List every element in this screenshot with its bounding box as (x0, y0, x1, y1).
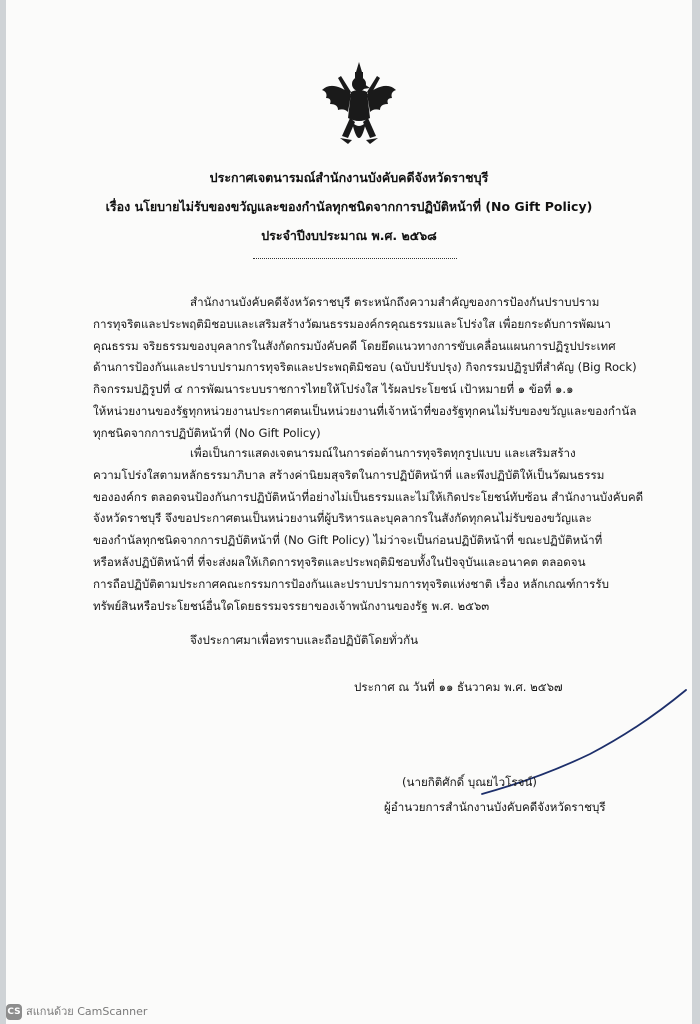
paragraph-1-line: ทุกชนิดจากการปฏิบัติหน้าที่ (No Gift Policy) (93, 425, 321, 440)
closing-statement: จึงประกาศมาเพื่อทราบและถือปฏิบัติโดยทั่วกัน (190, 633, 419, 647)
paragraph-2-line: เพื่อเป็นการแสดงเจตนารมณ์ในการต่อต้านการทุจริตทุกรูปแบบ และเสริมสร้าง (190, 446, 576, 460)
paragraph-2-line: การถือปฏิบัติตามประกาศคณะกรรมการป้องกันและปราบปรามการทุจริตแห่งชาติ เรื่อง หลักเกณฑ์การรับ (93, 576, 609, 591)
scanner-footer (6, 1002, 147, 1020)
scanner-label: สแกนด้วย CamScanner (26, 1005, 148, 1018)
separator-dots (253, 258, 457, 259)
paragraph-2-line: ขององค์กร ตลอดจนป้องกันการปฏิบัติหน้าที่อย่างไม่เป็นธรรมและไม่ให้เกิดประโยชน์ทับซ้อน สำนักงานบังคับคดี (93, 489, 644, 504)
paragraph-1-line: ให้หน่วยงานของรัฐทุกหน่วยงานประกาศตนเป็นหน่วยงานที่เจ้าหน้าที่ของรัฐทุกคนไม่รับของขวัญและของกำนัล (93, 403, 637, 418)
paragraph-2-line: จังหวัดราชบุรี จึงขอประกาศตนเป็นหน่วยงานที่ผู้บริหารและบุคลากรในสังกัดทุกคนไม่รับของขวัญและ (93, 511, 592, 526)
announced-date: ประกาศ ณ วันที่ ๑๑ ธันวาคม พ.ศ. ๒๕๖๗ (354, 680, 563, 694)
paragraph-1-line: คุณธรรม จริยธรรมของบุคลากรในสังกัดกรมบังคับคดี โดยยึดแนวทางการขับเคลื่อนแผนการปฏิรูปประเทศ (93, 338, 616, 353)
paragraph-1-line: ด้านการป้องกันและปราบปรามการทุจริตและประพฤติมิชอบ (ฉบับปรับปรุง) กิจกรรมปฏิรูปที่สำคัญ (Big Rock) (93, 360, 637, 375)
paragraph-1 (93, 292, 653, 445)
paragraph-2-line: ทรัพย์สินหรือประโยชน์อื่นใดโดยธรรมจรรยาของเจ้าพนักงานของรัฐ พ.ศ. ๒๕๖๓ (93, 598, 490, 613)
signatory-name: (นายกิติศักดิ์ บุณยไวโรจน์) (402, 775, 537, 789)
document-page (6, 0, 692, 1024)
paragraph-2-line: ของกำนัลทุกชนิดจากการปฏิบัติหน้าที่ (No Gift Policy) ไม่ว่าจะเป็นก่อนปฏิบัติหน้าที่ ขณะปฏิบัติหน้าที่ (93, 533, 603, 548)
garuda-emblem-icon (318, 60, 400, 156)
paragraph-2-line: หรือหลังปฏิบัติหน้าที่ ที่จะส่งผลให้เกิดการทุจริตและประพฤติมิชอบทั้งในปัจจุบันและอนาคต ตลอดจน (93, 554, 586, 569)
fiscal-year: ประจำปีงบประมาณ พ.ศ. ๒๕๖๘ (261, 228, 437, 243)
signatory-position: ผู้อำนวยการสำนักงานบังคับคดีจังหวัดราชบุรี (384, 800, 606, 814)
camscanner-logo-icon: CS (6, 1004, 22, 1020)
paragraph-1-line: กิจกรรมปฏิรูปที่ ๔ การพัฒนาระบบราชการไทยให้โปร่งใส ไร้ผลประโยชน์ เป้าหมายที่ ๑ ข้อที่ ๑.๑ (93, 382, 574, 397)
announcement-subject: เรื่อง นโยบายไม่รับของขวัญและของกำนัลทุกชนิดจากการปฏิบัติหน้าที่ (No Gift Policy) (105, 199, 593, 214)
paragraph-2 (93, 443, 653, 617)
paragraph-2-line: ความโปร่งใสตามหลักธรรมาภิบาล สร้างค่านิยมสุจริตในการปฏิบัติหน้าที่ และพึงปฏิบัติให้เป็นวัฒนธรรม (93, 467, 605, 482)
paragraph-1-line: การทุจริตและประพฤติมิชอบและเสริมสร้างวัฒนธรรมองค์กรคุณธรรมและโปร่งใส เพื่อยกระดับการพัฒนา (93, 316, 611, 331)
announcement-title: ประกาศเจตนารมณ์สำนักงานบังคับคดีจังหวัดราชบุรี (209, 170, 489, 185)
paragraph-1-line: สำนักงานบังคับคดีจังหวัดราชบุรี ตระหนักถึงความสำคัญของการป้องกันปราบปราม (190, 295, 600, 309)
